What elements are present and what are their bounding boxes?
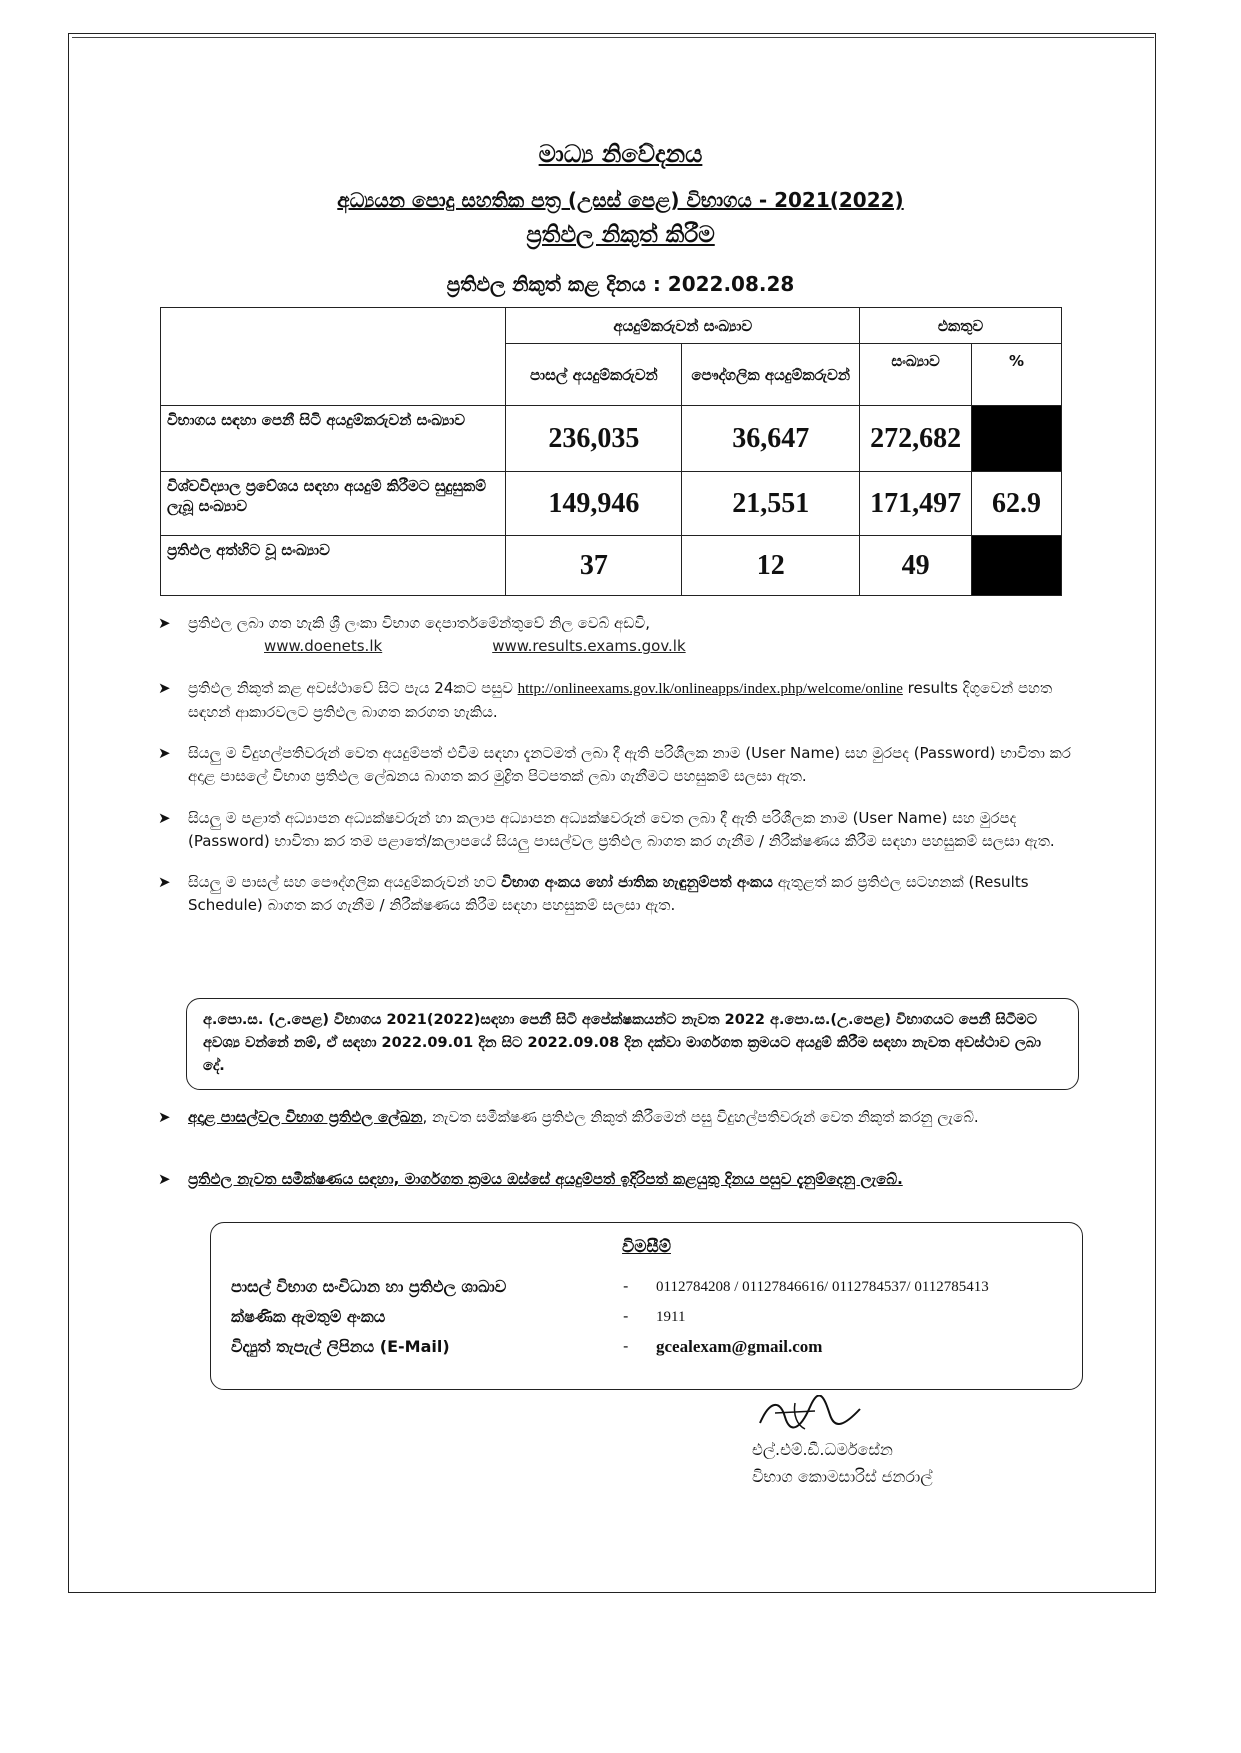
bullet-text-bold: අදාළ පාසල්වල විභාග ප්‍රතිඵල ලේඛන [188,1108,423,1126]
list-item [150,742,1090,789]
inquiries-title: විමසීම් [622,1237,671,1257]
contact-hotline: 1911 [656,1309,686,1325]
table-row [161,406,1062,472]
cell-total: 49 [860,536,972,596]
signatory-title: විභාග කොමසාරිස් ජනරාල් [752,1467,933,1487]
header-count: සංඛ්‍යාව [860,344,972,406]
bullet-text: ප්‍රතිඵල ලබා ගත හැකි ශ්‍රී ලංකා විභාග දෙපාර්තමේන්තුවේ නිල වෙබ් අඩවි, [188,614,650,632]
table-row [161,536,1062,596]
contact-email[interactable]: gcealexam@gmail.com [656,1337,823,1356]
bullet-text: , නැවත සමීක්ෂණ ප්‍රතිඵල නිකුත් කිරීමෙන් පසු විදුහල්පතිවරුන් වෙත නිකුත් කරනු ලැබේ. [422,1108,979,1126]
release-date: ප්‍රතිඵල නිකුත් කළ දිනය : 2022.08.28 [446,272,795,296]
link-onlineexams[interactable]: http://onlineexams.gov.lk/onlineapps/index.php/welcome/online [517,680,903,697]
arrowhead-bullet-icon: ➤ [158,614,171,632]
cell-percent-blank [972,536,1062,596]
signature-image [755,1395,865,1435]
signatory [752,1436,933,1490]
contact-dash: - [623,1337,629,1355]
bullet-text: ප්‍රතිඵල නිකුත් කළ අවස්ථාවේ සිට පැය 24කට පසුව [188,678,513,697]
bullet-text: සියලු ම පළාත් අධ්‍යාපන අධ්‍යක්ෂවරුන් හා කලාප අධ්‍යාපන අධ්‍යක්ෂවරුන් වෙත ලබා දී ඇති පරිශීලක නාම (User Name) සහ මුරපද (Password) භාවිතා කර තම පළාතේ/කලාපයේ සියලු පාසල්වල ප්‍රතිඵල බාගත කර ගැනීම / නිරීක්ෂණය කිරීම සඳහා පහසුකම් සලසා ඇත. [188,808,1055,850]
list-item [150,677,1090,725]
header-school: පාසල් අයදුම්කරුවන් [506,344,682,406]
arrowhead-bullet-icon: ➤ [158,808,171,827]
contact-dash: - [623,1277,629,1295]
header-total: එකතුව [860,308,1062,344]
arrowhead-bullet-icon: ➤ [158,744,171,762]
cell-percent: 62.9 [972,472,1062,536]
link-results[interactable]: www.results.exams.gov.lk [492,637,686,656]
bullet-text: results දිගුවෙන් පහත සඳහන් ආකාරවලට ප්‍රතිඵල බාගත කරගත හැකිය. [188,678,1053,721]
arrowhead-bullet-icon: ➤ [158,873,171,891]
header-applicants: අයදුම්කරුවන් සංඛ්‍යාව [506,308,860,344]
page-title: මාධ්‍ය නිවේදනය [538,140,703,168]
cell-percent-blank [972,406,1062,472]
table-corner [161,308,506,406]
list-item [150,612,1090,659]
header-private: පෞද්ගලික අයදුම්කරුවන් [682,344,860,406]
link-doenets[interactable]: www.doenets.lk [264,637,383,656]
cell-private: 12 [682,536,860,596]
signatory-name: එල්.එම්.ඩී.ධර්මසේන [752,1440,893,1459]
results-table [160,307,1062,596]
table-row [161,472,1062,536]
reapply-notice-box: අ.පො.ස. (උ.පෙළ) විභාගය 2021(2022)සඳහා පෙනී සිටි අපේක්ෂකයන්ට නැවත 2022 අ.පො.ස.(උ.පෙළ) විභාගයට පෙනී සිටීමට අවශ්‍ය වන්නේ නම්, ඒ සඳහා 2022.09.01 දින සිට 2022.09.08 දින දක්වා මාර්ගගත ක්‍රමයට අයදුම් කිරීම සඳහා නැවත අවස්ථාව ලබා දේ. [186,998,1079,1090]
contact-label: විද්‍යුත් තැපැල් ලිපිනය (E-Mail) [231,1337,450,1356]
list-item [150,871,1090,918]
contact-dash: - [623,1307,629,1325]
row-label: විශ්වවිද්‍යාල ප්‍රවේශය සඳහා අයදුම් කිරීමට සුදුසුකම් ලැබූ සංඛ්‍යාව [161,472,506,536]
contact-label: පාසල් විභාග සංවිධාන හා ප්‍රතිඵල ශාඛාව [231,1277,507,1296]
list-item [150,1168,1090,1191]
arrowhead-bullet-icon: ➤ [158,678,171,697]
bullet-text-bold: ප්‍රතිඵල නැවත සමීක්ෂණය සඳහා, මාර්ගගත ක්‍රමය ඔස්සේ අයදුම්පත් ඉදිරිපත් කළයුතු දිනය පසුව දැනුම්දෙනු ලැබේ. [188,1170,903,1188]
arrowhead-bullet-icon: ➤ [158,1108,171,1126]
cell-total: 272,682 [860,406,972,472]
cell-school: 149,946 [506,472,682,536]
row-label: විභාගය සඳහා පෙනී සිටි අයදුම්කරුවන් සංඛ්‍යාව [161,406,506,472]
bullet-list [150,612,1090,936]
exam-subtitle: අධ්‍යයන පොදු සහතික පත්‍ර (උසස් පෙළ) විභාගය - 2021(2022) [337,188,904,212]
inquiries-box [210,1222,1083,1390]
header-percent: % [972,344,1062,406]
release-heading: ප්‍රතිඵල නිකුත් කිරීම [526,222,715,248]
page-border-inner [72,37,1154,38]
cell-school: 37 [506,536,682,596]
cell-school: 236,035 [506,406,682,472]
contact-label: ක්ෂණික ඇමතුම් අංකය [231,1307,386,1326]
bullet-text: සියලු ම විදුහල්පතිවරුන් වෙත අයදුම්පත් එවීම සඳහා දැනටමත් ලබා දී ඇති පරිශීලක නාම (User Name) සහ මුරපද (Password) භාවිතා කර අදාළ පාසලේ විභාග ප්‍රතිඵල ලේඛනය බාගත කර මුද්‍රිත පිටපතක් ලබා ගැනීමට පහසුකම් සලසා ඇත. [188,744,1071,786]
bullet-text: ඇතුළත් කර ප්‍රතිඵල සටහනක් (Results Schedule) බාගත කර ගැනීම / නිරීක්ෂණය කිරීම සඳහා පහසුකම් සලසා ඇත. [188,873,1029,915]
arrowhead-bullet-icon: ➤ [158,1170,171,1188]
bullet-text: සියලු ම පාසල් සහ පෞද්ගලික අයදුම්කරුවන් හට [188,873,497,891]
cell-total: 171,497 [860,472,972,536]
contact-phone: 0112784208 / 01127846616/ 0112784537/ 0112785413 [656,1279,989,1295]
list-item [150,807,1090,854]
cell-private: 36,647 [682,406,860,472]
list-item [150,1106,1090,1129]
cell-private: 21,551 [682,472,860,536]
bullet-text-bold: විභාග අංකය හෝ ජාතික හැඳුනුම්පත් අංකය [501,873,773,891]
row-label: ප්‍රතිඵල අත්හිට වූ සංඛ්‍යාව [161,536,506,596]
